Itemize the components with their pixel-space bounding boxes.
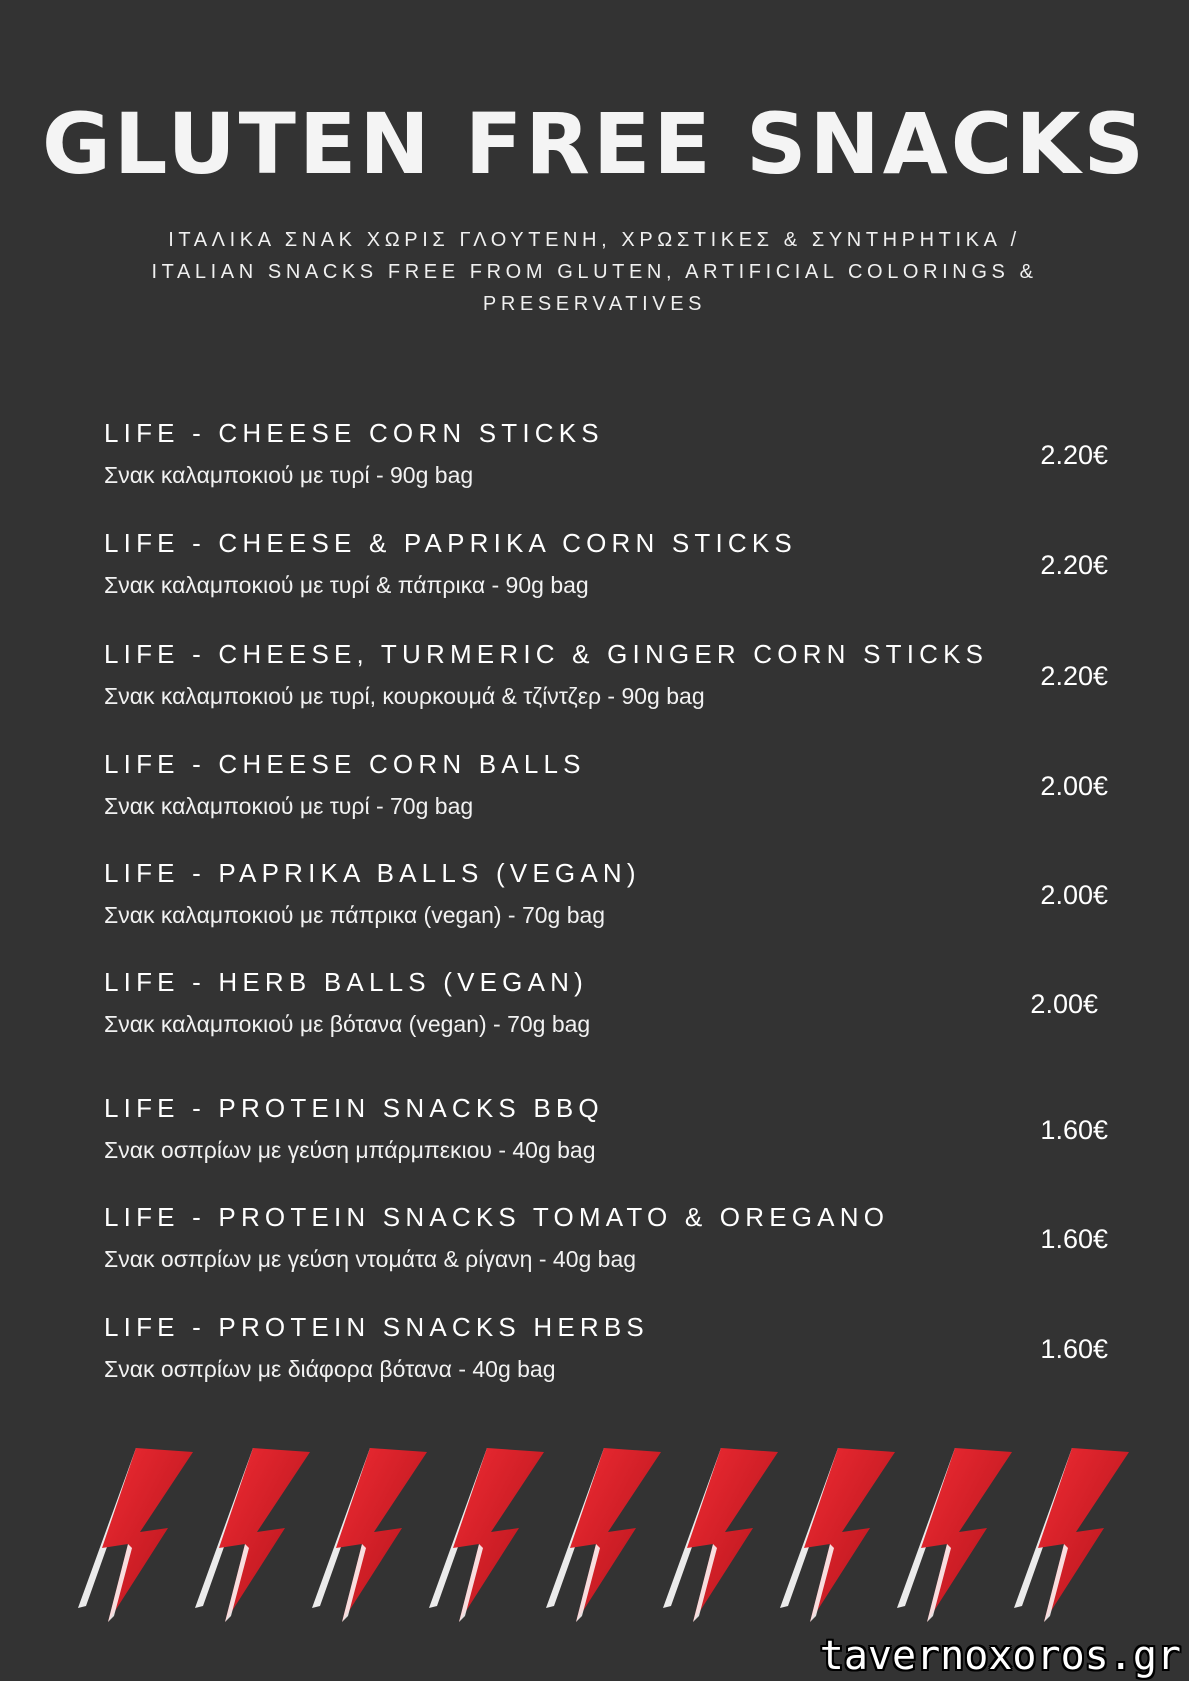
menu-item bbox=[104, 528, 1108, 608]
item-price: 2.20€ bbox=[1040, 550, 1108, 580]
menu-item bbox=[104, 418, 1108, 498]
item-price: 2.00€ bbox=[1030, 989, 1098, 1019]
subtitle-line: ΙΤΑΛΙΚΑ ΣΝΑΚ ΧΩΡΙΣ ΓΛΟΥΤΕΝΗ, ΧΡΩΣΤΙΚΕΣ & ΣΥΝΤΗΡΗΤΙΚΑ / bbox=[168, 229, 1021, 251]
item-name: LIFE - HERB BALLS (VEGAN) bbox=[104, 967, 588, 997]
page-title: GLUTEN FREE SNACKS bbox=[41, 95, 1148, 193]
item-description: Σνακ καλαμποκιού με τυρί - 90g bag bbox=[104, 462, 474, 488]
watermark: tavernoxoros.gr bbox=[819, 1633, 1181, 1679]
item-description: Σνακ καλαμποκιού με τυρί & πάπρικα - 90g bag bbox=[104, 572, 589, 598]
item-name: LIFE - PROTEIN SNACKS TOMATO & OREGANO bbox=[104, 1202, 890, 1232]
lightning-bolt-icon bbox=[78, 1448, 193, 1622]
item-price: 1.60€ bbox=[1040, 1224, 1108, 1254]
lightning-bolt-icon bbox=[195, 1448, 310, 1622]
lightning-bolt-icon bbox=[663, 1448, 778, 1622]
item-name: LIFE - CHEESE, TURMERIC & GINGER CORN STICKS bbox=[104, 639, 989, 669]
lightning-bolt-icon bbox=[429, 1448, 544, 1622]
menu-item bbox=[104, 749, 1108, 829]
menu-item bbox=[104, 1093, 1108, 1173]
lightning-bolt-icon bbox=[897, 1448, 1012, 1622]
page-subtitle bbox=[110, 224, 1079, 320]
item-description: Σνακ καλαμποκιού με τυρί, κουρκουμά & τζίντζερ - 90g bag bbox=[104, 683, 705, 709]
item-price: 2.00€ bbox=[1040, 771, 1108, 801]
item-description: Σνακ καλαμποκιού με τυρί - 70g bag bbox=[104, 793, 474, 819]
item-price: 2.00€ bbox=[1040, 880, 1108, 910]
item-description: Σνακ οσπρίων με διάφορα βότανα - 40g bag bbox=[104, 1356, 556, 1382]
lightning-bolt-icon bbox=[780, 1448, 895, 1622]
menu-item bbox=[104, 639, 1108, 719]
item-description: Σνακ καλαμποκιού με πάπρικα (vegan) - 70g bag bbox=[104, 902, 606, 928]
item-name: LIFE - PAPRIKA BALLS (VEGAN) bbox=[104, 858, 641, 888]
menu-item bbox=[104, 1202, 1108, 1282]
subtitle-line: ITALIAN SNACKS FREE FROM GLUTEN, ARTIFICIAL COLORINGS & bbox=[151, 261, 1038, 283]
item-description: Σνακ καλαμποκιού με βότανα (vegan) - 70g bag bbox=[104, 1011, 591, 1037]
item-price: 2.20€ bbox=[1040, 661, 1108, 691]
lightning-bolt-icon bbox=[312, 1448, 427, 1622]
item-description: Σνακ οσπρίων με γεύση ντομάτα & ρίγανη - 40g bag bbox=[104, 1246, 637, 1272]
item-name: LIFE - PROTEIN SNACKS BBQ bbox=[104, 1093, 604, 1123]
item-name: LIFE - PROTEIN SNACKS HERBS bbox=[104, 1312, 649, 1342]
item-name: LIFE - CHEESE & PAPRIKA CORN STICKS bbox=[104, 528, 797, 558]
lightning-bolt-icon bbox=[546, 1448, 661, 1622]
menu-item bbox=[104, 1312, 1108, 1392]
lightning-bolt-row bbox=[0, 1440, 1189, 1640]
lightning-bolt-icon bbox=[1014, 1448, 1129, 1622]
menu-item bbox=[104, 858, 1108, 938]
item-name: LIFE - CHEESE CORN BALLS bbox=[104, 749, 586, 779]
menu-item bbox=[104, 967, 1104, 1047]
subtitle-line: PRESERVATIVES bbox=[482, 293, 707, 315]
item-price: 1.60€ bbox=[1040, 1115, 1108, 1145]
item-name: LIFE - CHEESE CORN STICKS bbox=[104, 418, 604, 448]
item-price: 1.60€ bbox=[1040, 1334, 1108, 1364]
item-description: Σνακ οσπρίων με γεύση μπάρμπεκιου - 40g bag bbox=[104, 1137, 596, 1163]
item-price: 2.20€ bbox=[1040, 440, 1108, 470]
